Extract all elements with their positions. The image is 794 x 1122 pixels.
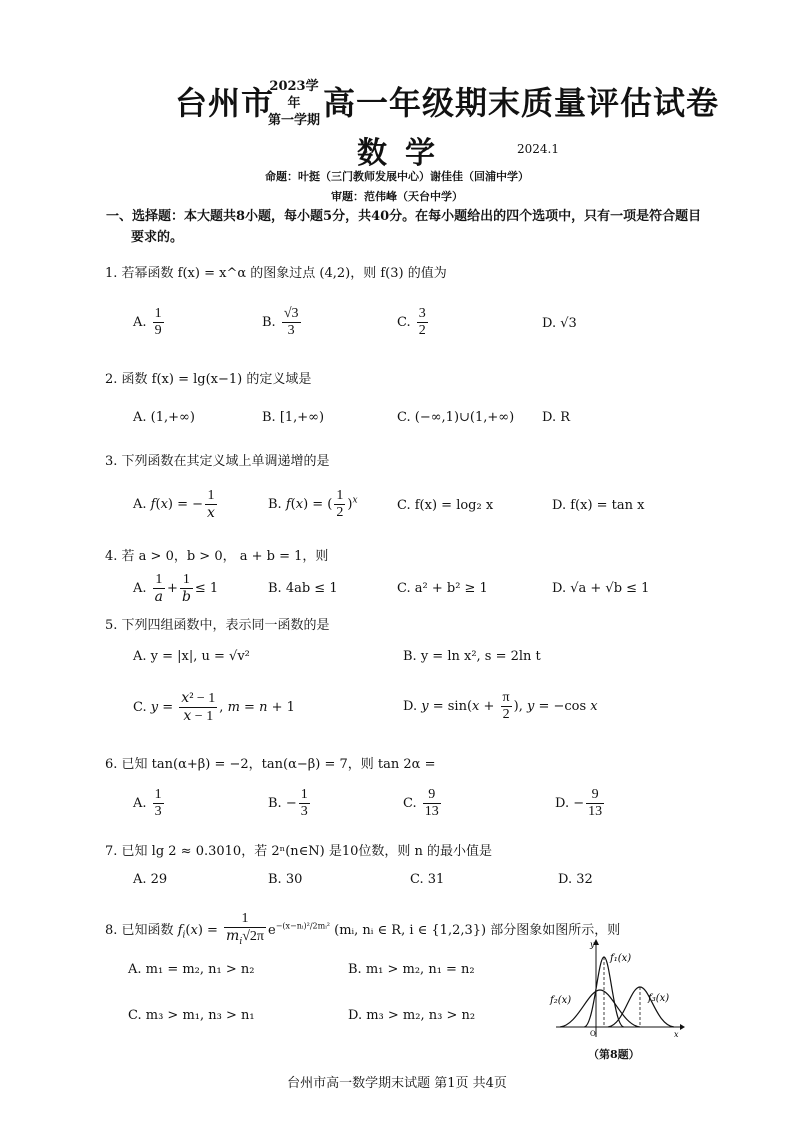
label-f2: f₂(x) (550, 995, 572, 1006)
q2-option-a: A. (1,+∞) (133, 410, 195, 425)
q7-option-c: C. 31 (410, 872, 445, 887)
title-main: 高一年级期末质量评估试卷 (323, 84, 720, 122)
q7-option-a: A. 29 (133, 872, 168, 887)
q1-option-a: A. $\frac{1}{9}$ (133, 306, 162, 338)
q6-option-c: C. $\frac{9}{13}$ (403, 787, 439, 819)
q6-option-b: B. − $\frac{1}{3}$ (268, 787, 308, 819)
q2-option-b: B. [1,+∞) (262, 410, 325, 425)
label-f3: f₃(x) (648, 993, 670, 1004)
q5-option-a: A. y = |x|, u = √v² (133, 649, 250, 664)
q8-option-b: B. m₁ > m₂, n₁ = n₂ (348, 962, 475, 977)
question-3: 3. 下列函数在其定义域上单调递增的是 (105, 454, 330, 469)
label-f1: f₁(x) (610, 953, 632, 964)
question-4: 4. 若 a > 0，b > 0， a + b = 1，则 (105, 549, 329, 564)
q4-option-b: B. 4ab ≤ 1 (268, 581, 338, 596)
question-7: 7. 已知 lg 2 ≈ 0.3010，若 2ⁿ(n∈N) 是10位数，则 n 的最小值是 (105, 844, 493, 859)
q6-option-a: A. $\frac{1}{3}$ (133, 787, 162, 819)
q1-option-b: B. $\frac{√3}{3}$ (262, 306, 299, 338)
q8-text-post: (mᵢ, nᵢ ∈ R, i ∈ {1,2,3}) 部分图象如图所示，则 (334, 922, 621, 938)
q8-option-a: A. m₁ = m₂, n₁ > n₂ (128, 962, 255, 977)
q5-option-b: B. y = ln x², s = 2ln t (403, 649, 541, 664)
axis-x-label: x (674, 1030, 679, 1039)
title-city: 台州市 (175, 84, 275, 122)
q3-option-b: B. f(x) = ( $\frac{1}{2}$ )$^x$ (268, 488, 358, 520)
q5-option-c: C. y = $\frac{\text{x² − 1}}{x - 1}$ , m = n + 1 (133, 690, 295, 724)
q7-option-b: B. 30 (268, 872, 303, 887)
q7-option-d: D. 32 (558, 872, 593, 887)
q4-option-d: D. √a + √b ≤ 1 (552, 581, 650, 596)
exam-title (175, 78, 720, 128)
question-2: 2. 函数 f(x) = lg(x−1) 的定义域是 (105, 372, 312, 387)
title-year: 2023学年 (269, 79, 319, 111)
q2-option-d: D. R (542, 410, 571, 425)
subject-title: 数学 (357, 136, 453, 171)
q8-text-pre: 8. 已知函数 (105, 922, 174, 938)
curve-f2 (560, 990, 640, 1027)
q1-option-c: C. $\frac{3}{2}$ (397, 306, 426, 338)
figure-caption: （第8题） (588, 1048, 640, 1061)
q8-figure (548, 935, 686, 1045)
authors-line: 命题：叶挺（三门教师发展中心）谢佳佳（回浦中学） (265, 170, 529, 183)
q4-option-a: A. $\frac{1}{a}$ + $\frac{1}{b}$ ≤ 1 (133, 572, 219, 605)
exam-date: 2024.1 (517, 142, 559, 156)
x-axis-arrow-icon (680, 1024, 685, 1030)
q2-option-c: C. (−∞,1)∪(1,+∞) (397, 410, 515, 425)
q8-option-d: D. m₃ > m₂, n₃ > n₂ (348, 1008, 476, 1023)
q1-option-d: D. √3 (542, 316, 577, 331)
title-semester: 第一学期 (267, 113, 320, 128)
reviewer-line: 审题：范伟峰（天台中学） (331, 190, 463, 203)
q5-option-d: D. y = sin(x + $\frac{\pi}{2}$ ), y = −cos x (403, 690, 598, 722)
question-6: 6. 已知 tan(α+β) = −2，tan(α−β) = 7，则 tan 2α = (105, 757, 436, 772)
page-footer: 台州市高一数学期末试题 第1页 共4页 (287, 1076, 507, 1091)
question-1: 1. 若幂函数 f(x) = x^α 的图象过点 (4,2)，则 f(3) 的值为 (105, 266, 447, 281)
q3-option-d: D. f(x) = tan x (552, 498, 645, 513)
origin-label: O (590, 1030, 596, 1038)
title-term (265, 78, 323, 129)
question-8: 8. 已知函数 $f_i(x)$ = $\frac{1}{m_i√2\pi}$ $e^{-(x-nᵢ)^2/2mᵢ^2}$ (mᵢ, nᵢ ∈ R, i ∈ {1,2,3}) 部分图象如图所示，则 (105, 911, 621, 947)
question-5: 5. 下列四组函数中，表示同一函数的是 (105, 618, 330, 633)
section-heading: 一、选择题：本大题共8小题，每小题5分，共40分。在每小题给出的四个选项中，只有一项是符合题目要求的。 (106, 209, 702, 245)
axis-y-label: y (590, 940, 595, 949)
q4-option-c: C. a² + b² ≥ 1 (397, 581, 488, 596)
q8-option-c: C. m₃ > m₁, n₃ > n₁ (128, 1008, 255, 1023)
q3-option-a: A. f(x) = − $\frac{1}{x}$ (133, 488, 215, 521)
q6-option-d: D. − $\frac{9}{13}$ (555, 787, 603, 819)
q3-option-c: C. f(x) = log₂ x (397, 498, 494, 513)
